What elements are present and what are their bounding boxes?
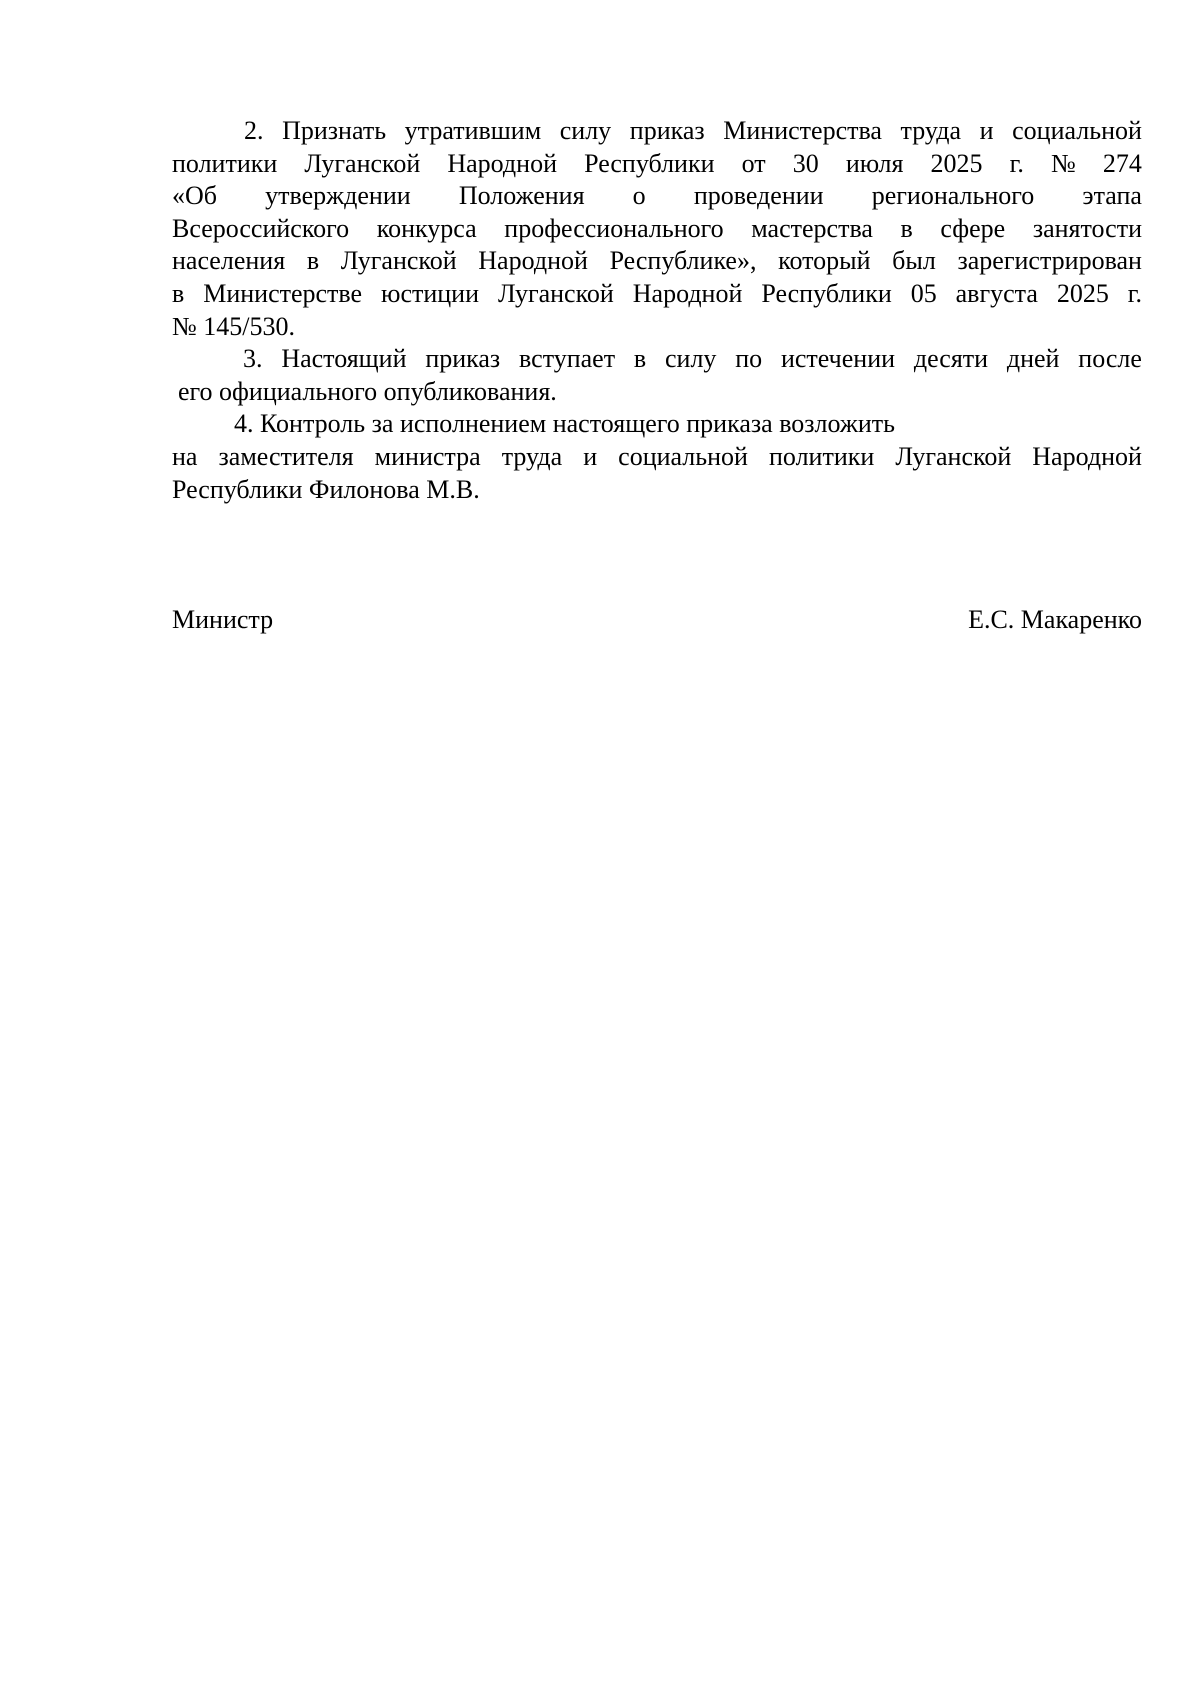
word: проведении <box>693 181 824 211</box>
paragraph-3-line <box>172 343 1142 376</box>
word: и <box>979 116 994 145</box>
word: конкурса <box>376 213 477 243</box>
word: регионального <box>871 181 1035 211</box>
word: труда <box>501 441 563 471</box>
paragraph-3 <box>172 343 1142 408</box>
word: Народной <box>632 278 743 308</box>
word: министра <box>374 441 481 471</box>
word: Республике», <box>609 246 757 276</box>
word: Луганской <box>304 148 421 178</box>
word: августа <box>955 278 1038 308</box>
word: Народной <box>447 148 557 178</box>
word: от <box>741 148 766 178</box>
word: заместителя <box>218 441 354 471</box>
word: политики <box>172 148 278 178</box>
word: силу <box>559 116 612 145</box>
paragraph-4 <box>172 408 1142 506</box>
word: труда <box>900 116 962 145</box>
word: дней <box>1006 344 1060 374</box>
word: Республики <box>761 278 892 308</box>
word: социальной <box>618 441 748 471</box>
word: Народной <box>1032 441 1142 471</box>
word: на <box>172 441 198 471</box>
word: 2. <box>244 116 264 145</box>
word: приказ <box>629 116 705 145</box>
paragraph-2 <box>172 115 1142 343</box>
word: о <box>632 181 646 211</box>
word: Луганской <box>895 441 1012 471</box>
paragraph-2-line <box>172 180 1142 213</box>
word: юстиции <box>381 278 480 308</box>
word: силу <box>664 344 717 374</box>
paragraph-4-last-line: Республики Филонова М.В. <box>172 474 480 504</box>
word: вступает <box>519 344 616 374</box>
word: занятости <box>1032 213 1142 243</box>
word: в <box>633 344 647 374</box>
word: 05 <box>910 278 937 308</box>
word: населения <box>172 246 286 276</box>
word: Народной <box>478 246 588 276</box>
paragraph-4-first-line: 4. Контроль за исполнением настоящего приказа возложить <box>234 409 895 439</box>
word: утверждении <box>265 181 411 211</box>
word: истечении <box>780 344 896 374</box>
word: г. <box>1127 278 1142 308</box>
word: Министерстве <box>203 278 363 308</box>
paragraph-2-line <box>172 245 1142 278</box>
paragraph-2-last-line: № 145/530. <box>172 311 296 341</box>
word: сфере <box>940 213 1006 243</box>
paragraph-2-line <box>172 115 1142 148</box>
signatory-position: Министр <box>172 605 274 634</box>
word: 274 <box>1102 148 1142 178</box>
word: Республики <box>584 148 715 178</box>
signatory-name: Е.С. Макаренко <box>968 605 1142 634</box>
word: июля <box>845 148 904 178</box>
word: приказ <box>425 344 501 374</box>
word: и <box>583 441 598 471</box>
word: профессионального <box>504 213 724 243</box>
word: Луганской <box>340 246 457 276</box>
paragraph-2-line <box>172 148 1142 181</box>
word: Настоящий <box>281 344 407 374</box>
word: мастерства <box>751 213 873 243</box>
paragraph-2-line <box>172 213 1142 246</box>
word: № <box>1050 148 1076 178</box>
word: Министерства <box>723 116 882 145</box>
word: 2025 <box>1056 278 1109 308</box>
word: который <box>778 246 871 276</box>
word: зарегистрирован <box>957 246 1142 276</box>
paragraph-4-line <box>172 441 1142 474</box>
word: 2025 <box>930 148 983 178</box>
word: в <box>172 278 185 308</box>
paragraph-2-line <box>172 278 1142 311</box>
word: 30 <box>792 148 819 178</box>
word: Луганской <box>497 278 614 308</box>
word: Всероссийского <box>172 213 350 243</box>
paragraph-3-last-line: его официального опубликования. <box>178 376 557 406</box>
word: утратившим <box>404 116 542 145</box>
document-body <box>172 115 1142 506</box>
signature-block <box>172 604 1142 636</box>
word: «Об <box>172 181 218 211</box>
word: десяти <box>913 344 989 374</box>
word: 3. <box>243 344 263 374</box>
word: Признать <box>282 116 387 145</box>
word: был <box>892 246 936 276</box>
word: Положения <box>458 181 585 211</box>
word: этапа <box>1082 181 1142 211</box>
word: в <box>900 213 913 243</box>
word: по <box>735 344 763 374</box>
word: г. <box>1009 148 1024 178</box>
word: в <box>306 246 320 276</box>
word: после <box>1078 344 1142 374</box>
word: социальной <box>1012 116 1142 145</box>
word: политики <box>769 441 875 471</box>
